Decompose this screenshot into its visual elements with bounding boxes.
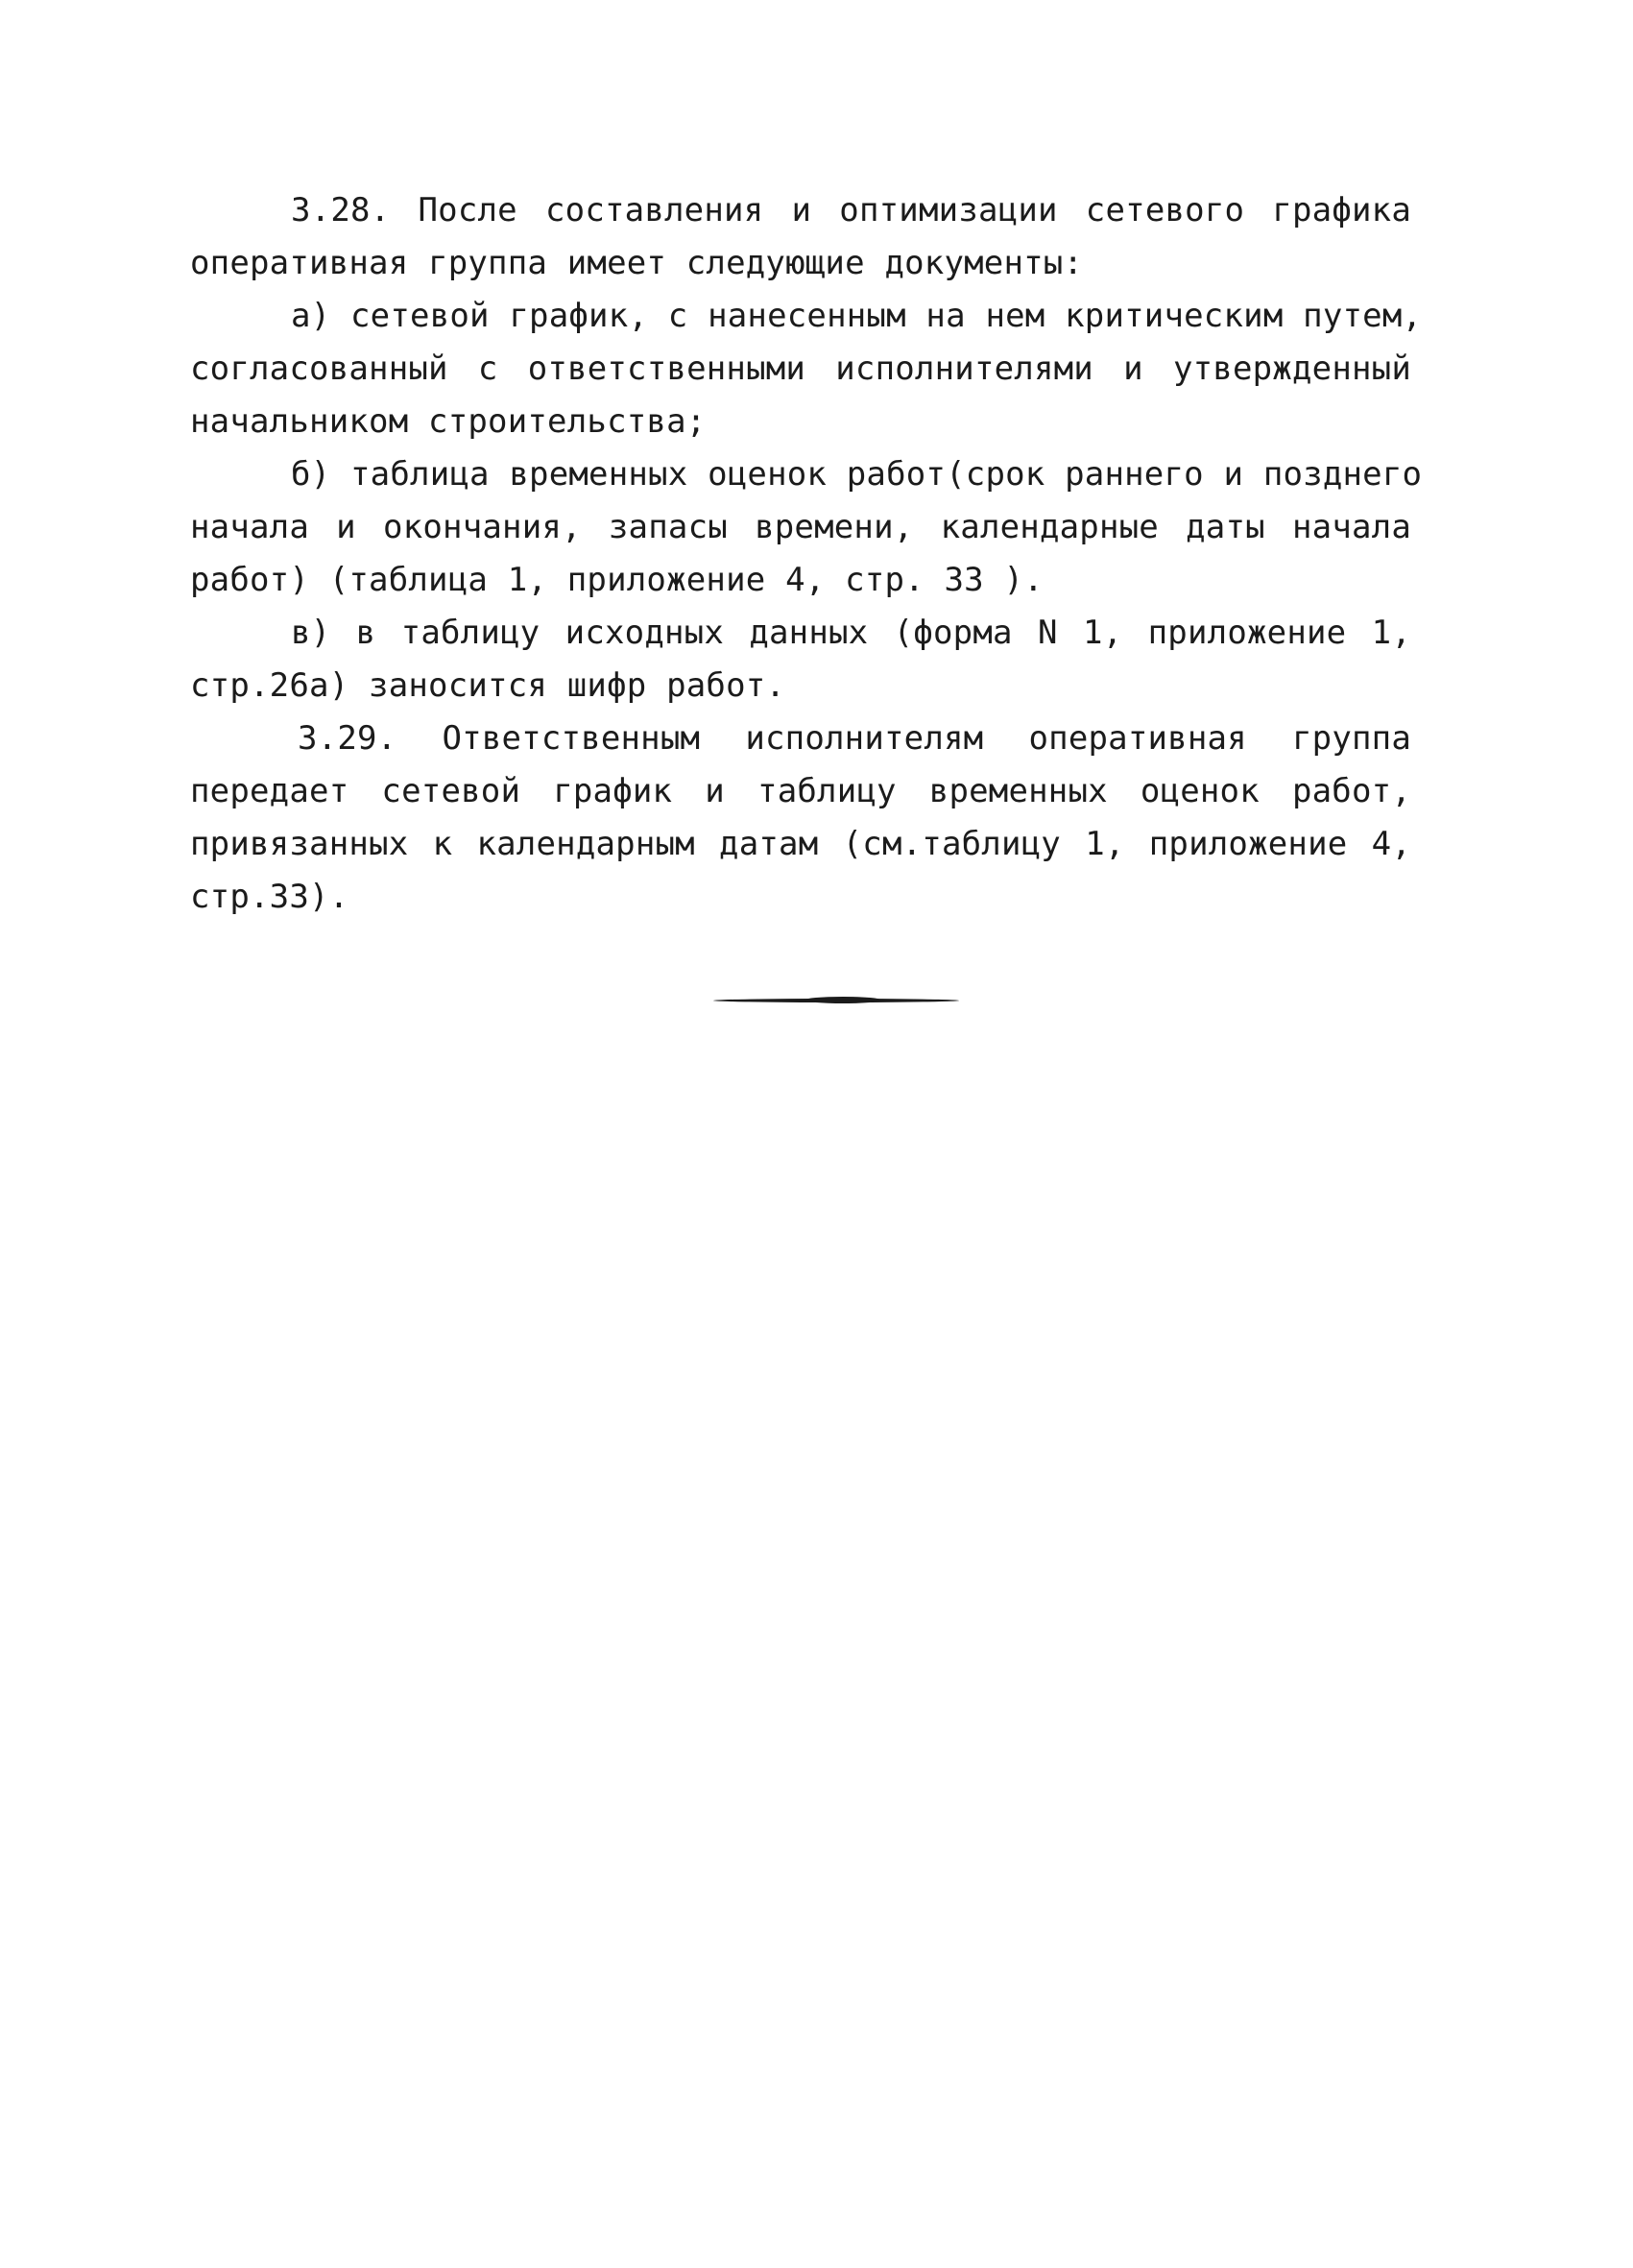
text-line: б) таблица временных оценок работ(срок раннего и позднего bbox=[291, 455, 1423, 494]
document-body bbox=[190, 184, 1423, 924]
text-line: 3.28. После составления и оптимизации сетевого графика bbox=[291, 191, 1411, 229]
text-line: стр.33). bbox=[190, 878, 349, 916]
text-line: начала и окончания, запасы времени, календарные даты начала bbox=[190, 508, 1411, 546]
section-end-divider bbox=[713, 999, 959, 1002]
text-line: работ) (таблица 1, приложение 4, стр. 33 ). bbox=[190, 561, 1044, 599]
text-line: в) в таблицу исходных данных (форма N 1, приложение 1, bbox=[291, 614, 1411, 652]
text-line: стр.26а) заносится шифр работ. bbox=[190, 666, 786, 705]
text-line: 3.29. Ответственным исполнителям оперативная группа bbox=[298, 719, 1411, 758]
text-line: передает сетевой график и таблицу временных оценок работ, bbox=[190, 772, 1411, 810]
text-line: привязанных к календарным датам (см.таблицу 1, приложение 4, bbox=[190, 825, 1411, 863]
text-line: оперативная группа имеет следующие документы: bbox=[190, 244, 1084, 282]
text-line: начальником строительства; bbox=[190, 402, 707, 441]
text-line: а) сетевой график, с нанесенным на нем критическим путем, bbox=[291, 297, 1423, 335]
text-line: согласованный с ответственными исполнителями и утвержденный bbox=[190, 350, 1411, 388]
